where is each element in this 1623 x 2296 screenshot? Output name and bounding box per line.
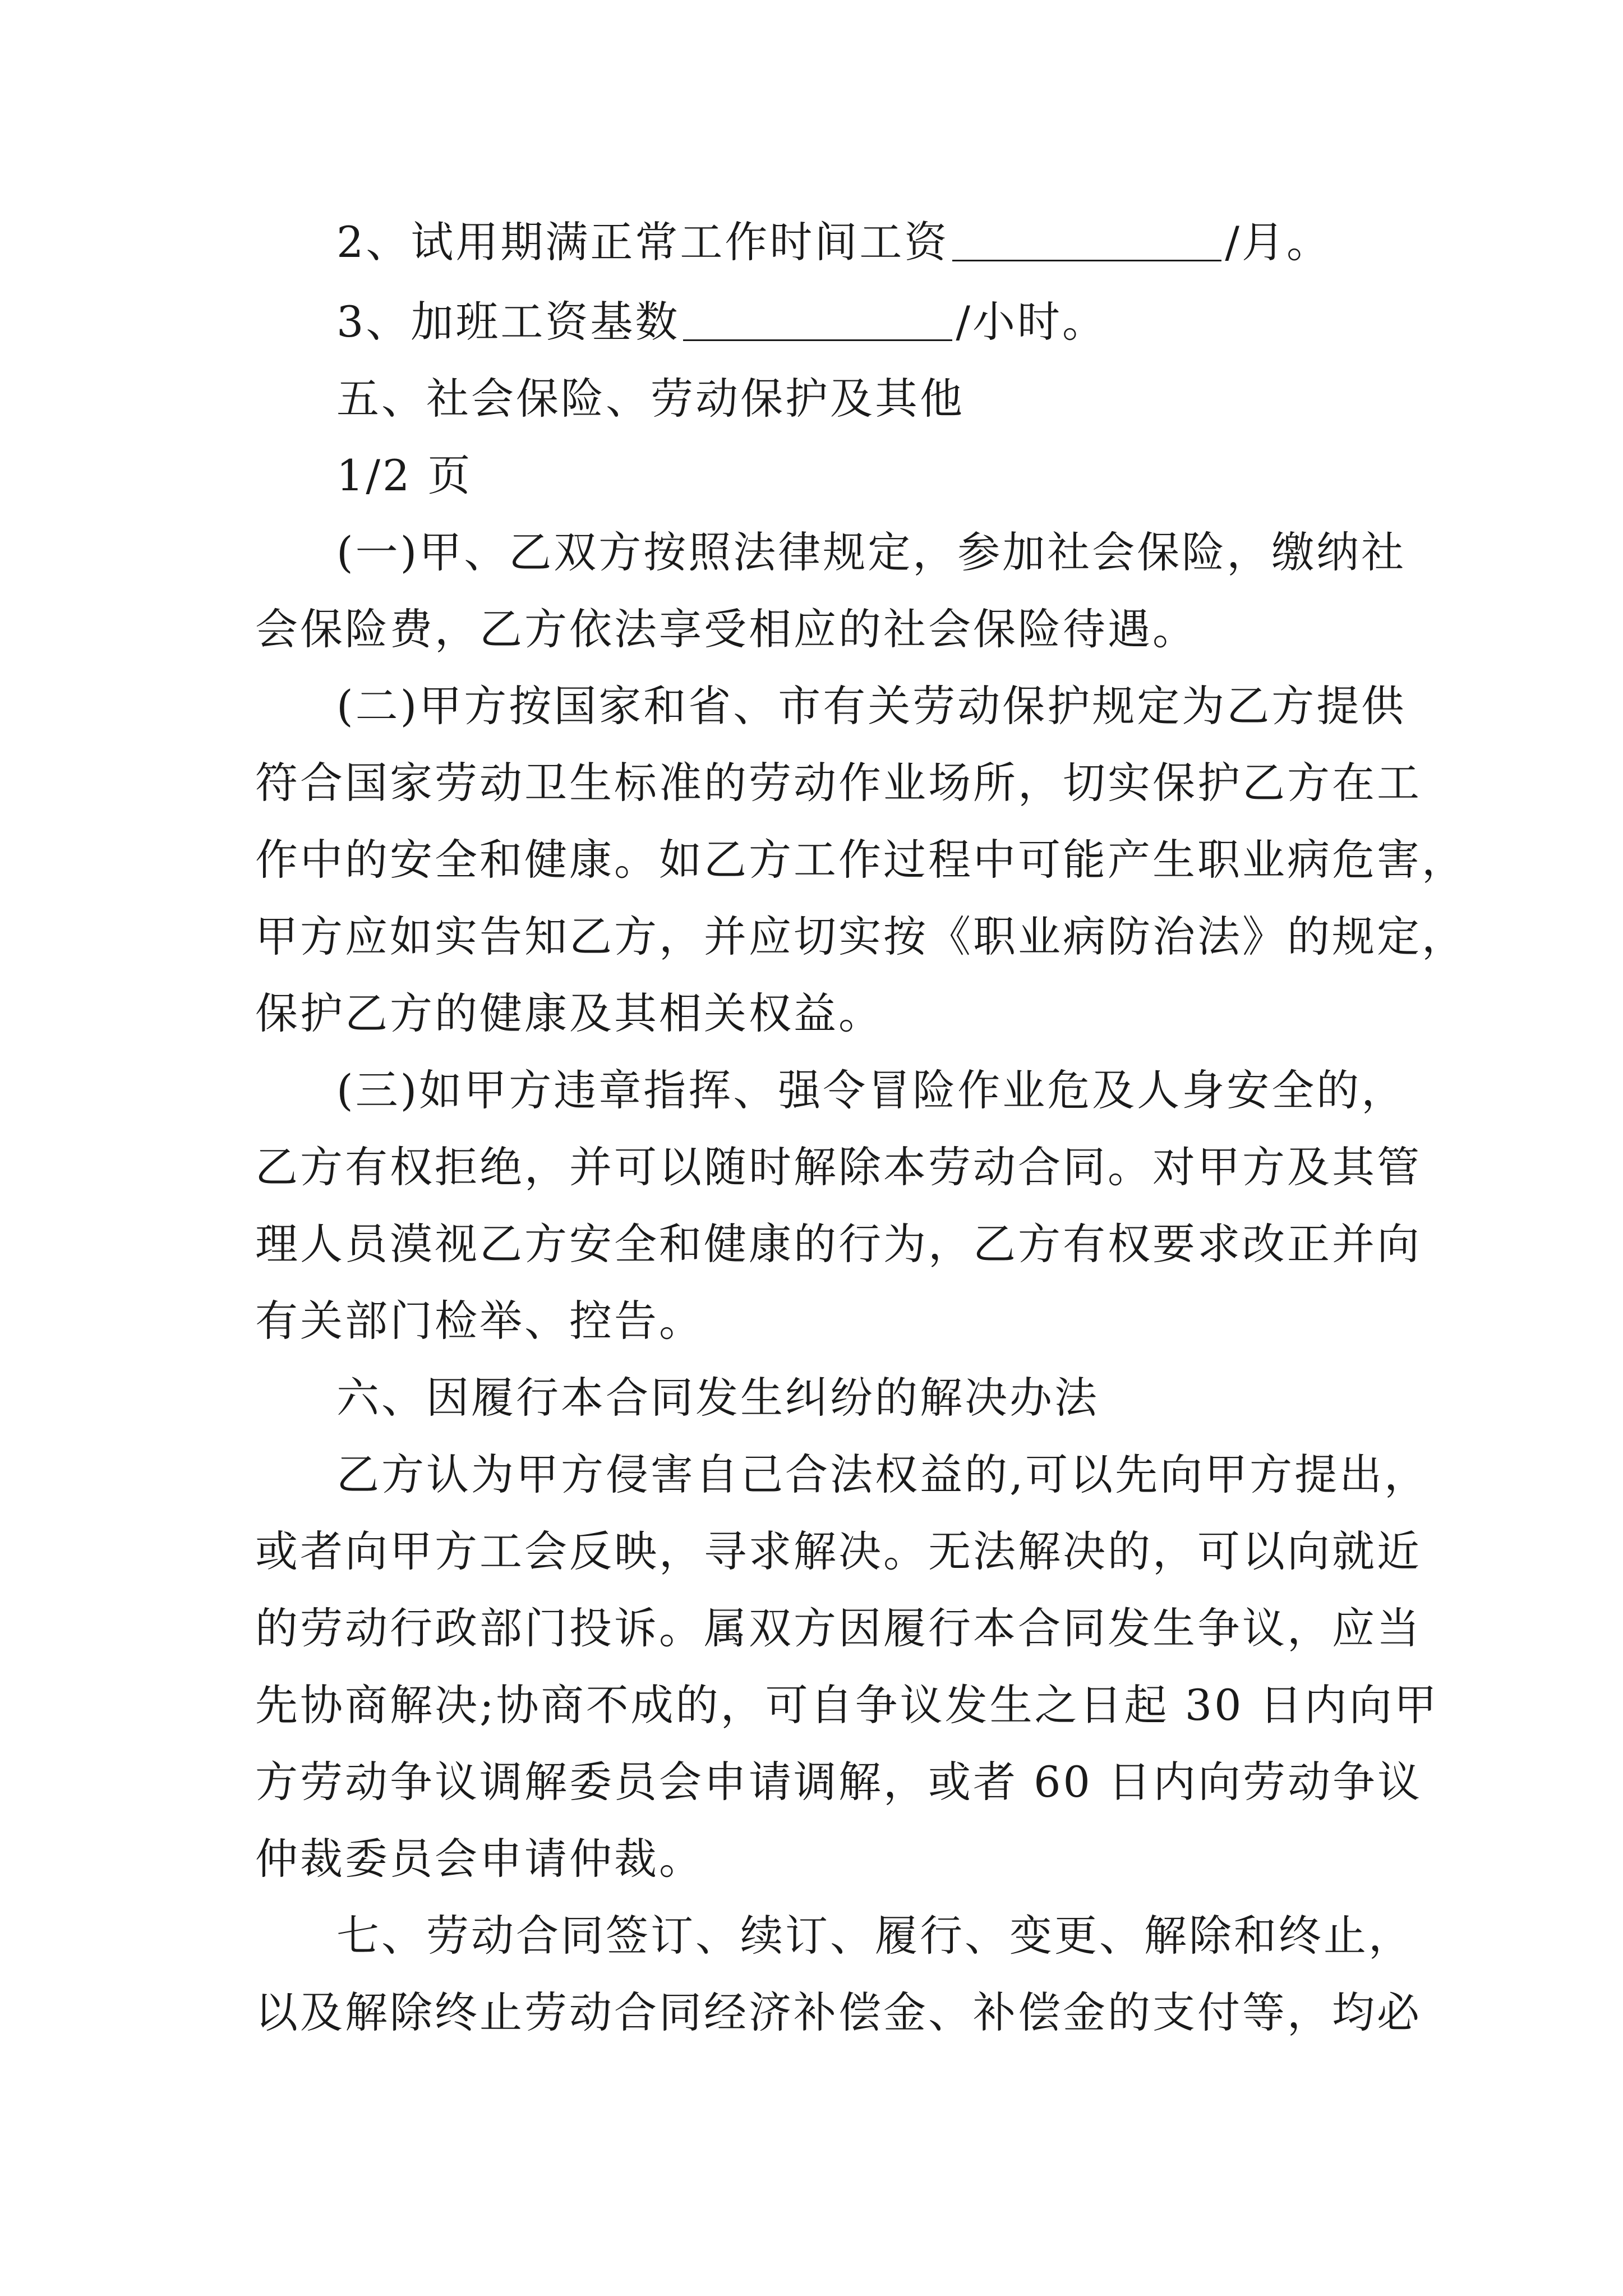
paragraph-line: 会保险费，乙方依法享受相应的社会保险待遇。 bbox=[255, 604, 1197, 654]
paragraph-line: 甲方应如实告知乙方，并应切实按《职业病防治法》的规定， bbox=[255, 912, 1467, 961]
paragraph-line: 作中的安全和健康。如乙方工作过程中可能产生职业病危害， bbox=[255, 835, 1467, 885]
paragraph-line: 先协商解决;协商不成的，可自争议发生之日起 30 日内向甲 bbox=[255, 1680, 1439, 1730]
section-7-line: 以及解除终止劳动合同经济补偿金、补偿金的支付等，均必 bbox=[255, 1987, 1422, 2037]
salary-line-2 bbox=[336, 215, 1458, 269]
paragraph-line: 仲裁委员会申请仲裁。 bbox=[255, 1834, 704, 1884]
salary-line-2-unit: /月。 bbox=[1225, 217, 1331, 267]
salary-line-3 bbox=[336, 295, 1458, 349]
paragraph-line: (三)如甲方违章指挥、强令冒险作业危及人身安全的， bbox=[336, 1065, 1407, 1115]
section-5-heading: 五、社会保险、劳动保护及其他 bbox=[336, 374, 965, 424]
salary-line-3-label: 3、加班工资基数 bbox=[336, 297, 680, 347]
salary-line-2-label: 2、试用期满正常工作时间工资 bbox=[336, 217, 949, 267]
overtime-blank-field bbox=[683, 300, 952, 341]
paragraph-line: 或者向甲方工会反映，寻求解决。无法解决的，可以向就近 bbox=[255, 1526, 1422, 1576]
section-7-line: 七、劳动合同签订、续订、履行、变更、解除和终止， bbox=[336, 1911, 1413, 1961]
section-6-heading: 六、因履行本合同发生纠纷的解决办法 bbox=[336, 1373, 1099, 1423]
paragraph-line: (一)甲、乙双方按照法律规定，参加社会保险，缴纳社 bbox=[336, 527, 1407, 577]
paragraph-line: 的劳动行政部门投诉。属双方因履行本合同发生争议，应当 bbox=[255, 1603, 1422, 1653]
paragraph-line: 符合国家劳动卫生标准的劳动作业场所，切实保护乙方在工 bbox=[255, 758, 1422, 808]
page-marker: 1/2 页 bbox=[336, 450, 473, 500]
salary-line-3-unit: /小时。 bbox=[956, 297, 1107, 347]
salary-blank-field bbox=[952, 220, 1221, 261]
paragraph-line: (二)甲方按国家和省、市有关劳动保护规定为乙方提供 bbox=[336, 681, 1407, 731]
paragraph-line: 理人员漠视乙方安全和健康的行为，乙方有权要求改正并向 bbox=[255, 1219, 1422, 1269]
paragraph-line: 乙方认为甲方侵害自己合法权益的,可以先向甲方提出， bbox=[336, 1450, 1430, 1499]
paragraph-line: 乙方有权拒绝，并可以随时解除本劳动合同。对甲方及其管 bbox=[255, 1142, 1422, 1192]
paragraph-line: 有关部门检举、控告。 bbox=[255, 1296, 704, 1346]
paragraph-line: 保护乙方的健康及其相关权益。 bbox=[255, 988, 883, 1038]
paragraph-line: 方劳动争议调解委员会申请调解，或者 60 日内向劳动争议 bbox=[255, 1757, 1423, 1807]
